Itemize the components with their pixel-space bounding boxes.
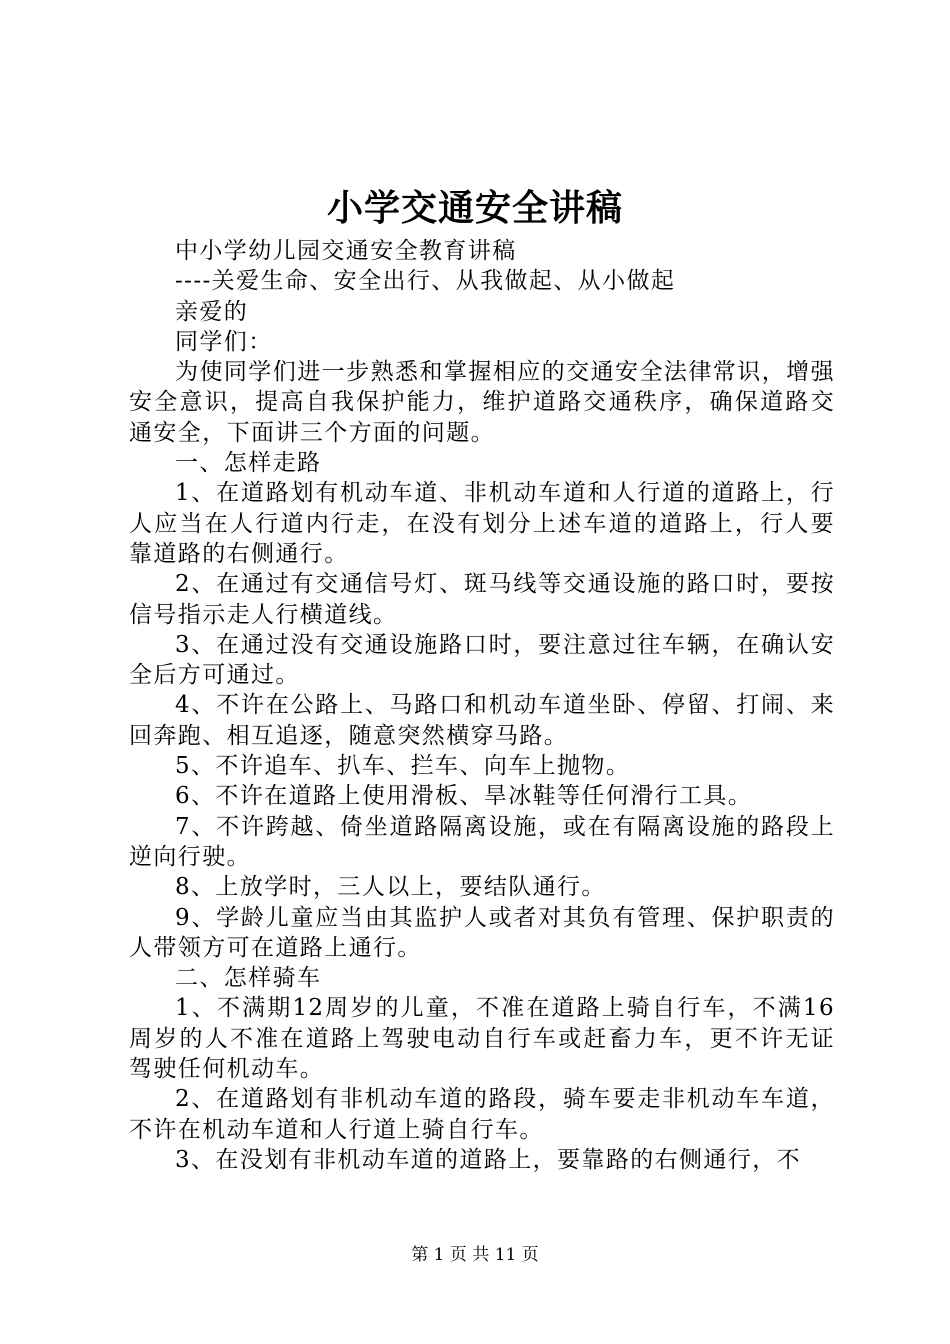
cycling-rule-3: 3、在没划有非机动车道的道路上，要靠路的右侧通行，不: [175, 1146, 802, 1173]
subtitle: 中小学幼儿园交通安全教育讲稿: [175, 238, 517, 264]
walking-rule-2: 2、在通过有交通信号灯、斑马线等交通设施的路口时，要按信号指示走人行横道线。: [129, 571, 835, 628]
cycling-rule-2: 2、在道路划有非机动车道的路段，骑车要走非机动车车道，不许在机动车道和人行道上骑自行车。: [129, 1086, 835, 1143]
cycling-rule-1: 1、不满期12周岁的儿童，不准在道路上骑自行车，不满16周岁的人不准在道路上驾驶电动自行车或赶畜力车，更不许无证驾驶任何机动车。: [129, 995, 835, 1083]
greeting-line-1: 亲爱的: [175, 298, 249, 325]
document-body: [129, 236, 835, 1175]
page-number-footer: 第 1 页 共 11 页: [411, 1245, 539, 1265]
walking-rule-7: 7、不许跨越、倚坐道路隔离设施，或在有隔离设施的路段上逆向行驶。: [129, 813, 835, 870]
greeting-line-2: 同学们：: [175, 328, 273, 355]
walking-rule-1: 1、在道路划有机动车道、非机动车道和人行道的道路上，行人应当在人行道内行走，在没有划分上述车道的道路上，行人要靠道路的右侧通行。: [129, 480, 835, 567]
walking-rule-5: 5、不许追车、扒车、拦车、向车上抛物。: [175, 753, 631, 780]
walking-rule-4: 4、不许在公路上、马路口和机动车道坐卧、停留、打闹、来回奔跑、相互追逐，随意突然横穿马路。: [129, 692, 835, 749]
walking-rule-9: 9、学龄儿童应当由其监护人或者对其负有管理、保护职责的人带领方可在道路上通行。: [129, 904, 835, 961]
walking-rule-8: 8、上放学时，三人以上，要结队通行。: [175, 874, 606, 901]
section-heading-walking: 一、怎样走路: [175, 450, 322, 477]
walking-rule-6: 6、不许在道路上使用滑板、旱冰鞋等任何滑行工具。: [175, 783, 753, 810]
document-title: 小学交通安全讲稿: [326, 187, 623, 229]
slogan: ----关爱生命、安全出行、从我做起、从小做起: [175, 268, 676, 295]
intro-paragraph: 为使同学们进一步熟悉和掌握相应的交通安全法律常识，增强安全意识，提高自我保护能力，维护道路交通秩序，确保道路交通安全，下面讲三个方面的问题。: [129, 359, 835, 446]
section-heading-cycling: 二、怎样骑车: [175, 965, 322, 992]
walking-rule-3: 3、在通过没有交通设施路口时，要注意过往车辆，在确认安全后方可通过。: [129, 631, 835, 689]
